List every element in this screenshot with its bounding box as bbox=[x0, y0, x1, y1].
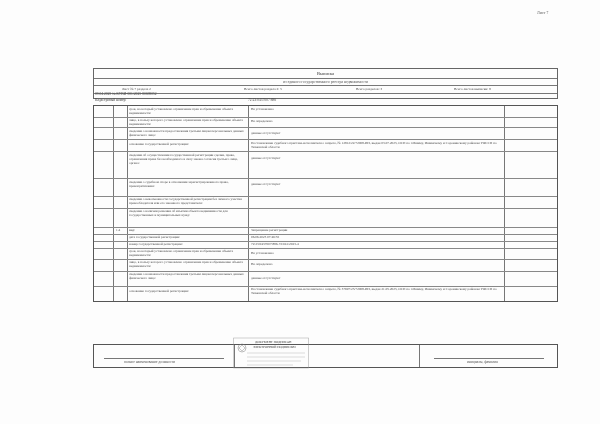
cadastral-value: 72:23:0437007:886 bbox=[248, 98, 277, 102]
total-sections: Всего разделов: 3 bbox=[356, 87, 383, 91]
row-label: сведения о невозможности государственной регистрации без личного участия правообладателя или его законного представителя: bbox=[129, 197, 242, 206]
row-value: Запрещение регистрации bbox=[251, 228, 288, 232]
row-value: данные отсутствуют bbox=[251, 182, 281, 186]
row-value: 72:23:0437007:886-72/041/2023-4 bbox=[251, 242, 299, 246]
row-value: Не установлено bbox=[251, 107, 274, 111]
row-value: данные отсутствуют bbox=[251, 156, 281, 160]
total-sheets-section: Всего листов раздела 2: 5 bbox=[244, 87, 282, 91]
row-label: дата государственной регистрации: bbox=[129, 235, 181, 239]
row-label: лицо, в пользу которого установлено ограничение прав и обременение объекта недвижимости: bbox=[129, 118, 244, 127]
row-label: срок, на который установлено ограничение прав и обременение объекта недвижимости: bbox=[129, 107, 234, 116]
row-label: сведения о судебном споре в отношении зарегистрированного права, правопритязания: bbox=[129, 180, 229, 189]
row-value: Постановление судебного пристава-исполнителя о запрете, № 12812/22/72008-ИП, выдан 03.07.2023, ОСП по г.Ишиму, Ишимскому и Сорокинскому районам УФССП по Тюменской области bbox=[251, 141, 497, 150]
rights-restrictions-table bbox=[93, 105, 558, 302]
stamp-line-1: ДОКУМЕНТ ПОДПИСАН bbox=[255, 340, 292, 344]
header-info-row bbox=[94, 85, 557, 94]
row-value: Не определено bbox=[251, 119, 273, 123]
row-label: срок, на который установлено ограничение прав и обременение объекта недвижимости: bbox=[129, 249, 234, 258]
row-value: Не определено bbox=[251, 262, 273, 266]
sheet-of-section: Лист № 7 раздела 2 bbox=[122, 87, 151, 91]
row-label: сведения о возможности предоставления третьим лицам персональных данных физического лица: bbox=[129, 129, 244, 138]
row-value: 06.06.2023 07:46:35 bbox=[251, 235, 280, 239]
row-label: сведения о возможности предоставления третьим лицам персональных данных физического лица: bbox=[129, 272, 244, 281]
row-value: Постановление судебного пристава-исполнителя о запрете, № 37697/23/72008-ИП, выдан 21.05.2023, ОСП по г.Ишиму, Ишимскому и Сорокинскому районам УФССП по Тюменской области bbox=[251, 287, 497, 296]
document-title: Выписка bbox=[317, 71, 334, 76]
total-sheets-extract: Всего листов выписки: 8 bbox=[454, 87, 491, 91]
item-number: 1.4 bbox=[116, 228, 121, 232]
electronic-signature-stamp bbox=[233, 336, 313, 370]
row-label: основание государственной регистрации: bbox=[129, 142, 189, 146]
row-value: данные отсутствуют bbox=[251, 276, 281, 280]
date-and-number: 09.04.2025 № КУВИ-001/2025-80698052 bbox=[95, 92, 157, 96]
sheet-label: Лист 7 bbox=[537, 10, 549, 15]
stamp-line-2: ЭЛЕКТРОННОЙ ПОДПИСЬЮ bbox=[253, 345, 296, 349]
signature-name-label: инициалы, фамилия bbox=[467, 360, 498, 364]
position-label: полное наименование должности bbox=[124, 360, 176, 364]
row-label: номер государственной регистрации: bbox=[129, 242, 183, 246]
row-label: основание государственной регистрации: bbox=[129, 289, 189, 293]
row-label: лицо, в пользу которого установлено ограничение прав и обременение объекта недвижимости: bbox=[129, 260, 244, 269]
signature-block bbox=[93, 344, 558, 368]
row-label: вид: bbox=[129, 228, 136, 232]
row-value: Не установлено bbox=[251, 251, 274, 255]
row-label: сведения о наличии решения об изъятии объекта недвижимости для государственных и муниципальных нужд: bbox=[129, 209, 228, 218]
header-box bbox=[93, 68, 558, 99]
cadastral-label: Кадастровый номер: bbox=[95, 98, 127, 102]
document-subtitle: из единого государственного реестра недвижимости bbox=[94, 78, 557, 84]
row-value: данные отсутствуют bbox=[251, 131, 281, 135]
row-label: сведения об осуществлении государственной регистрации сделки, права, ограничения права без необходимого в силу закона согласия третьего лица, органа: bbox=[129, 153, 238, 166]
